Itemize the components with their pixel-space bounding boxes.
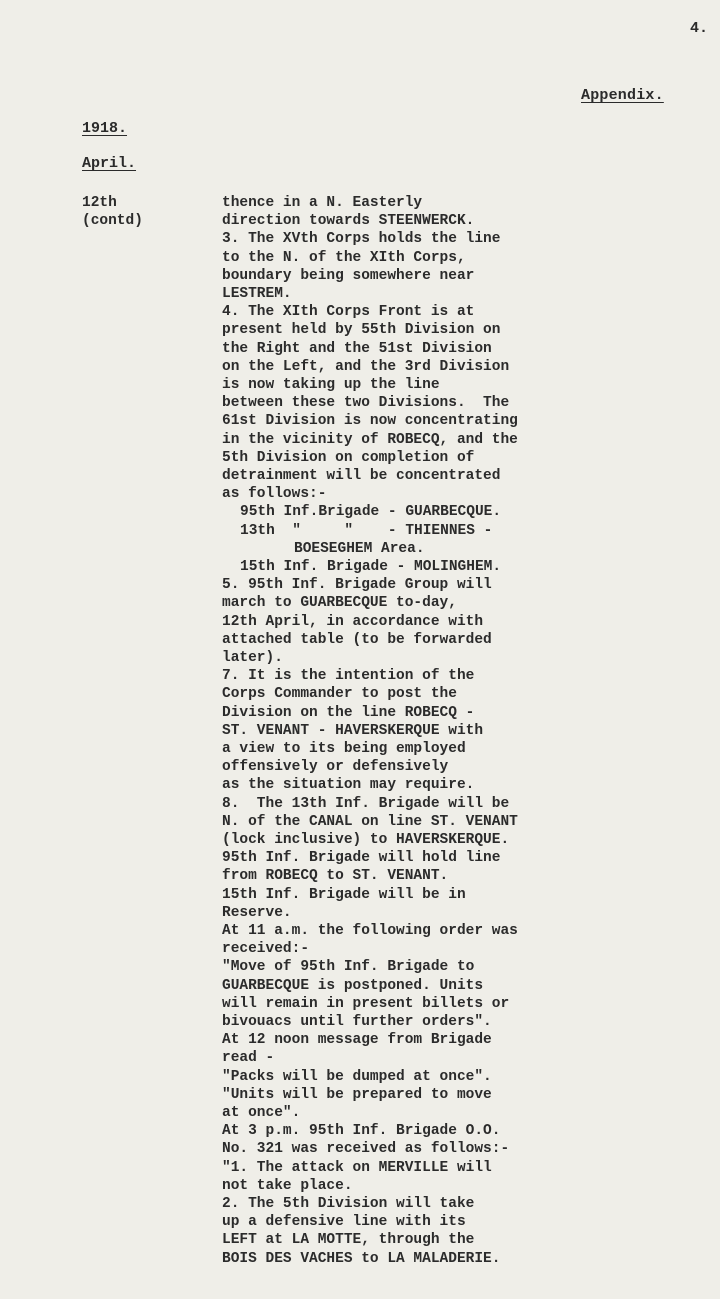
text-line: march to GUARBECQUE to-day, xyxy=(222,595,457,612)
appendix-heading: Appendix. xyxy=(581,87,664,104)
text-line: as follows:- xyxy=(222,486,327,503)
text-line: (lock inclusive) to HAVERSKERQUE. xyxy=(222,832,510,848)
text-line: 5th Division on completion of xyxy=(222,449,475,466)
date-continued: (contd) xyxy=(82,213,143,230)
text-line: 15th Inf. Brigade - MOLINGHEM. xyxy=(240,559,502,575)
text-line: 95th Inf.Brigade - GUARBECQUE. xyxy=(240,504,502,521)
text-line: a view to its being employed xyxy=(222,741,466,757)
text-line: BOIS DES VACHES to LA MALADERIE. xyxy=(222,1250,501,1267)
text-line: to the N. of the XIth Corps, xyxy=(222,249,466,266)
text-line: the Right and the 51st Division xyxy=(222,340,492,357)
text-line: will remain in present billets or xyxy=(222,995,510,1012)
text-line: At 12 noon message from Brigade xyxy=(222,1032,492,1049)
text-line: between these two Divisions. The xyxy=(222,395,510,412)
year-heading: 1918. xyxy=(82,120,128,137)
text-line: up a defensive line with its xyxy=(222,1214,466,1231)
text-line: No. 321 was received as follows:- xyxy=(222,1141,510,1158)
text-line: ST. VENANT - HAVERSKERQUE with xyxy=(222,722,484,739)
text-line: present held by 55th Division on xyxy=(222,322,501,339)
text-line: 7. It is the intention of the xyxy=(222,668,475,685)
text-line: as the situation may require. xyxy=(222,777,475,794)
text-line: in the vicinity of ROBECQ, and the xyxy=(222,431,518,448)
text-line: 13th " " - THIENNES - xyxy=(240,522,493,539)
text-line: bivouacs until further orders". xyxy=(222,1014,492,1030)
date-column xyxy=(82,194,143,230)
text-line: 5. 95th Inf. Brigade Group will xyxy=(222,577,492,594)
text-line: 12th April, in accordance with xyxy=(222,613,484,630)
text-line: LEFT at LA MOTTE, through the xyxy=(222,1232,475,1249)
text-line: At 3 p.m. 95th Inf. Brigade O.O. xyxy=(222,1123,501,1140)
text-line: later). xyxy=(222,650,283,666)
text-line: from ROBECQ to ST. VENANT. xyxy=(222,868,449,885)
text-line: on the Left, and the 3rd Division xyxy=(222,358,510,375)
text-line: Reserve. xyxy=(222,904,292,921)
text-line: "Units will be prepared to move xyxy=(222,1086,492,1103)
text-line: is now taking up the line xyxy=(222,377,440,393)
text-line: received:- xyxy=(222,941,310,958)
text-line: boundary being somewhere near xyxy=(222,267,475,284)
text-line: GUARBECQUE is postponed. Units xyxy=(222,977,484,994)
text-line: 61st Division is now concentrating xyxy=(222,413,518,430)
text-line: "1. The attack on MERVILLE will xyxy=(222,1159,492,1176)
text-line: direction towards STEENWERCK. xyxy=(222,213,475,230)
text-line: LESTREM. xyxy=(222,286,292,302)
text-line: attached table (to be forwarded xyxy=(222,631,492,648)
text-line: detrainment will be concentrated xyxy=(222,468,501,484)
date-day: 12th xyxy=(82,195,117,211)
text-line: At 11 a.m. the following order was xyxy=(222,923,518,939)
text-line: read - xyxy=(222,1050,275,1067)
text-line: 15th Inf. Brigade will be in xyxy=(222,886,466,903)
text-line: offensively or defensively xyxy=(222,759,449,776)
text-line: 4. The XIth Corps Front is at xyxy=(222,304,475,321)
text-line: Division on the line ROBECQ - xyxy=(222,704,475,721)
text-line: at once". xyxy=(222,1105,301,1121)
month-heading: April. xyxy=(82,155,137,172)
text-line: thence in a N. Easterly xyxy=(222,195,423,211)
text-line: 8. The 13th Inf. Brigade will be xyxy=(222,795,510,812)
text-line: "Move of 95th Inf. Brigade to xyxy=(222,959,475,976)
text-line: 2. The 5th Division will take xyxy=(222,1196,475,1212)
text-line: Corps Commander to post the xyxy=(222,686,457,703)
text-line: not take place. xyxy=(222,1177,353,1194)
text-line: BOESEGHEM Area. xyxy=(294,540,425,557)
text-line: 3. The XVth Corps holds the line xyxy=(222,231,501,248)
text-line: "Packs will be dumped at once". xyxy=(222,1068,492,1085)
text-line: 95th Inf. Brigade will hold line xyxy=(222,850,501,867)
text-line: N. of the CANAL on line ST. VENANT xyxy=(222,813,518,830)
page-number: 4. xyxy=(690,20,709,37)
